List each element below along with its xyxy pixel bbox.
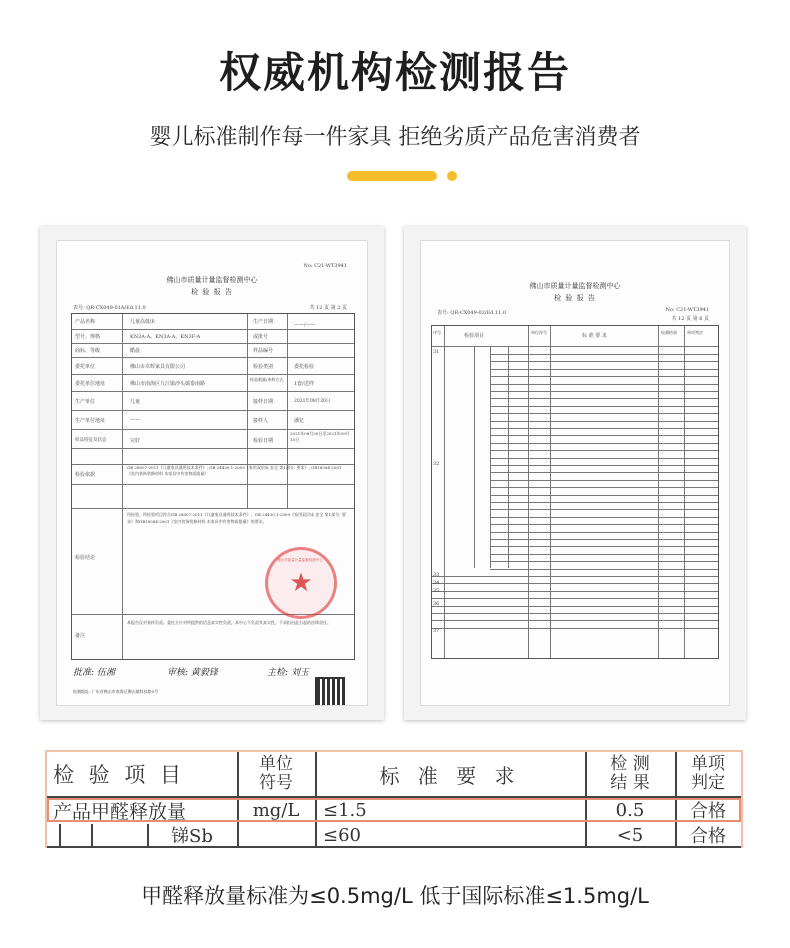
row-value: 潘忆 [294,418,305,424]
row-number: 36 [433,601,440,607]
footer-note: 甲醛释放量标准为≤0.5mg/L 低于国际标准≤1.5mg/L [141,884,649,908]
report-page: 共 12 页 第 6 页 [671,316,709,322]
table-rule [432,576,718,577]
zoom-header-unit: 单位 符号 [259,754,293,793]
table-rule [490,472,718,473]
row-label: 样品编号 [253,348,274,354]
table-rule [432,591,718,592]
signature-approve: 批准: 伍湘 [73,668,115,678]
table-rule [490,398,718,399]
zoom-header-judge: 单项 判定 [691,754,725,793]
report-org: 佛山市质量计量监督检测中心 [529,282,621,290]
official-seal [265,547,337,619]
table-rule [490,546,718,547]
row-value: 完好 [130,438,141,444]
zoom-row-judge: 合格 [690,826,726,847]
table-rule [490,480,718,481]
table-rule [490,517,718,518]
report-page: 共 12 页 第 2 页 [309,305,347,311]
table-rule [490,369,718,370]
row-value: ——/—— [294,322,316,328]
zoom-row-item: 锑Sb [171,826,213,847]
zoom-row-item: 产品甲醛释放量 [53,800,187,823]
zoom-row-result: 0.5 [615,799,645,821]
row-value: KN3A-A、KN3A-A、KN3F-A [130,334,201,340]
report-doc-title: 检 验 报 告 [191,288,233,296]
accent-bar [347,171,437,181]
table-rule [490,524,718,525]
table-rule [490,569,718,570]
row-label: 接样日期 [253,399,274,405]
row-value: 儿童 [130,399,141,405]
qr-code [315,677,345,706]
table-rule [432,613,718,614]
row-label: 样品特征及状态 [75,438,107,443]
page-subtitle: 婴儿标准制作每一件家具 拒绝劣质产品危害消费者 [149,125,641,150]
table-rule [490,421,718,422]
table-rule [490,465,718,466]
zoom-row-judge: 合格 [690,801,726,822]
table-rule [490,384,718,385]
row-value: 2021年08月30日至2021年09月15日 [290,431,350,442]
row-label: 检验依据 [75,472,96,478]
row-value: 经检验，所检验项目符合GB 28007-2011《儿童家具通用技术条件》、GB 24430.1-2009《家用双层床 安全 第1部分: 要求》和GB18584-2001《室内装饰装修材料 木家具中有害物质限量》的要求。 [127,512,346,524]
zoom-header-result: 检 测 结 果 [610,754,650,793]
page-title: 权威机构检测报告 [218,48,571,97]
row-label: 或批号 [253,334,269,340]
accent-dot [447,171,457,181]
row-value: 儿童高低床 [130,319,156,325]
table-rule [490,509,718,510]
row-label: 检验类别 [253,364,274,370]
report-paper-right [420,240,730,706]
row-value: 佛山市卓辉家具有限公司 [130,364,186,370]
table-rule [490,450,718,451]
row-number: 33 [433,572,440,578]
report-number: No: C21-WT3941 [665,307,709,313]
test-results-table [431,325,719,659]
zoom-row-unit: mg/L [252,799,300,821]
col-header: 单项判定 [687,330,703,335]
table-rule [490,435,718,436]
zoom-row-unit [237,824,315,846]
col-header: 标 准 要 求 [582,333,607,339]
row-label: 委托单位地址 [75,381,106,387]
row-label: 检验日期 [253,438,274,444]
row-number: 34 [433,580,440,586]
table-rule [432,583,718,584]
row-number: 35 [433,588,440,594]
table-rule [490,495,718,496]
row-value: 本报告仅对来样负责。委托方应对所提供的信息真实性负责，本中心不负责其真实性。不承担由此引起的法律责任。 [127,620,331,625]
report-frame-left[interactable] [40,226,384,720]
row-number: 32 [433,461,440,467]
report-form-number: 表号: QR-CX049-01A/Ed.11.0 [73,305,146,311]
report-number: No: C21-WT3941 [303,263,347,269]
report-paper-left [56,240,368,706]
table-rule [490,428,718,429]
col-header: 单位符号 [531,330,547,335]
table-rule [432,628,718,629]
table-rule [490,502,718,503]
zoomed-result-table [45,750,743,848]
row-value: 酷晨 [130,348,141,354]
col-header: 检验项目 [464,333,485,339]
seal-text: 佛山市质量计量监督检测中心 [277,558,323,562]
report-frame-right[interactable] [404,226,746,720]
signature-review: 审核: 黄毅锋 [167,668,218,678]
seal-star-icon: ★ [289,568,313,598]
table-rule [490,561,718,562]
row-label: 商标、等级 [75,348,101,354]
table-rule [432,598,718,599]
report-org: 佛山市质量计量监督检测中心 [166,276,258,284]
table-rule [490,354,718,355]
row-value: 佛山市南海区九江镇沙头镇泰南路 [130,381,206,387]
table-rule [490,554,718,555]
row-label: 委托单位 [75,364,96,370]
row-value: —— [130,417,140,423]
report-address: 检测地址: 广东省佛山市南海区狮山镇科技路5号 [73,689,159,694]
row-label: 检验结论 [75,555,96,561]
zoom-header-standard: 标 准 要 求 [379,763,521,788]
col-header: 序号 [433,330,441,335]
table-rule [432,620,718,621]
row-value: 2021年08月30日 [294,399,331,404]
table-rule [490,487,718,488]
row-value: GB 28007-2011《儿童家具通用技术条件》; GB 24430.1-2009《家用双层床 安全 第1部分: 要求》; GB18584-2001《室内装饰装修材料 木家具中有害物质限量》 [127,465,342,476]
row-label: 型号、规格 [75,334,101,340]
col-header: 检测结果 [661,330,677,335]
row-number: 37 [433,628,440,634]
row-value: 1套/送样 [294,381,314,387]
table-rule [490,361,718,362]
table-rule [490,376,718,377]
row-label: 生产单位 [75,399,96,405]
report-doc-title: 检 验 报 告 [554,294,596,302]
table-rule [490,443,718,444]
table-rule [490,413,718,414]
zoom-row-result: <5 [616,824,644,846]
row-label: 生产日期 [253,319,274,325]
signature-inspector: 主检: 刘玉 [267,668,309,678]
row-value: 委托检验 [294,364,315,370]
row-label: 备注 [75,633,86,639]
row-label: 生产单位地址 [75,418,106,424]
row-label: 样品数量/来样方式 [250,377,284,382]
table-rule [490,532,718,533]
zoom-header-item: 检 验 项 目 [53,763,186,787]
table-rule [432,606,718,607]
row-number: 31 [433,349,440,355]
table-rule [490,539,718,540]
table-rule [490,406,718,407]
table-rule [490,458,718,459]
zoom-row-standard: ≤1.5 [323,799,367,821]
table-rule [490,391,718,392]
row-label: 接样人 [253,418,269,424]
zoom-row-standard: ≤60 [323,824,361,846]
row-label: 产品名称 [75,319,96,325]
report-form-number: 表号: QR-CX049-02/Ed.11.0 [437,310,507,316]
